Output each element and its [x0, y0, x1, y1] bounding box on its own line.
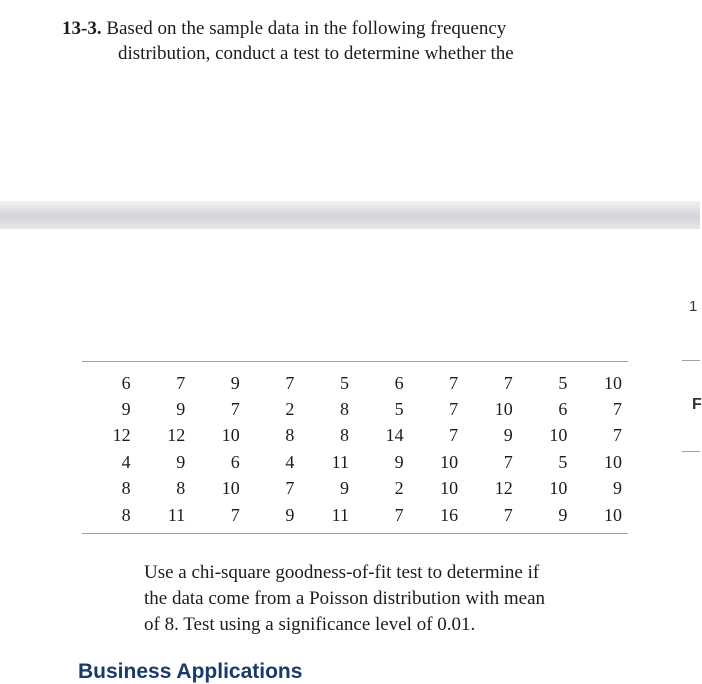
table-cell: 8: [121, 478, 131, 499]
table-cell: 10: [494, 399, 513, 420]
frequency-table: [82, 370, 628, 528]
table-cell: 7: [449, 399, 459, 420]
margin-rule-bottom: [682, 451, 700, 452]
problem-statement: [62, 16, 622, 66]
margin-rule-top: [682, 360, 700, 361]
table-cell: 7: [503, 451, 513, 472]
table-cell: 7: [449, 372, 459, 393]
table-cell: 5: [558, 451, 568, 472]
table-cell: 5: [558, 372, 568, 393]
table-row: [82, 476, 628, 502]
table-cell: 4: [285, 451, 295, 472]
table-cell: 5: [339, 372, 349, 393]
table-cell: 7: [230, 504, 240, 525]
table-cell: 2: [285, 399, 295, 420]
instruction-line2: the data come from a Poisson distribution with mean: [144, 588, 546, 609]
table-cell: 10: [549, 478, 568, 499]
table-bottom-rule: [82, 533, 628, 534]
table-row: [82, 370, 628, 396]
table-cell: 10: [603, 504, 622, 525]
table-cell: 7: [503, 372, 513, 393]
table-cell: 10: [603, 451, 622, 472]
table-cell: 9: [339, 478, 349, 499]
table-cell: 7: [285, 372, 295, 393]
table-cell: 7: [612, 399, 622, 420]
table-cell: 4: [121, 451, 131, 472]
table-cell: 9: [230, 372, 240, 393]
table-cell: 11: [167, 504, 186, 525]
table-cell: 5: [394, 399, 404, 420]
table-cell: 8: [339, 399, 349, 420]
table-cell: 9: [558, 504, 568, 525]
table-cell: 10: [440, 451, 459, 472]
table-cell: 10: [440, 478, 459, 499]
table-cell: 7: [612, 425, 622, 446]
table-cell: 9: [503, 425, 513, 446]
table-cell: 11: [331, 451, 349, 472]
table-cell: 7: [176, 372, 186, 393]
table-cell: 9: [394, 451, 404, 472]
table-cell: 8: [339, 425, 349, 446]
problem-text-line1: Based on the sample data in the following frequency: [106, 18, 507, 39]
table-cell: 12: [112, 425, 131, 446]
table-cell: 10: [221, 478, 240, 499]
table-cell: 8: [121, 504, 131, 525]
table-cell: 7: [449, 425, 459, 446]
instruction-line3: of 8. Test using a significance level of 0.01.: [144, 614, 476, 635]
table-cell: 14: [385, 425, 404, 446]
instruction-line1: Use a chi-square goodness-of-fit test to determine if: [144, 562, 540, 583]
table-cell: 7: [503, 504, 513, 525]
table-cell: 12: [167, 425, 186, 446]
table-cell: 9: [285, 504, 295, 525]
table-cell: 10: [221, 425, 240, 446]
table-row: [82, 449, 628, 475]
table-cell: 11: [331, 504, 349, 525]
table-cell: 10: [603, 372, 622, 393]
section-heading: Business Applications: [78, 660, 303, 683]
margin-letter: F: [692, 396, 702, 413]
table-row: [82, 396, 628, 422]
table-cell: 10: [549, 425, 568, 446]
table-cell: 9: [612, 478, 622, 499]
table-top-rule: [82, 361, 628, 362]
table-cell: 9: [176, 451, 186, 472]
table-cell: 6: [121, 372, 131, 393]
table-cell: 8: [285, 425, 295, 446]
table-cell: 7: [230, 399, 240, 420]
table-cell: 7: [394, 504, 404, 525]
problem-number: 13-3.: [62, 18, 102, 39]
table-cell: 16: [440, 504, 459, 525]
table-row: [82, 423, 628, 449]
table-cell: 6: [558, 399, 568, 420]
instruction-text: [144, 560, 644, 638]
table-cell: 7: [285, 478, 295, 499]
problem-text-line2: distribution, conduct a test to determine whether the: [118, 43, 514, 64]
table-cell: 9: [176, 399, 186, 420]
table-cell: 9: [121, 399, 131, 420]
page-break-band: [0, 201, 700, 229]
table-row: [82, 502, 628, 528]
table-cell: 2: [394, 478, 404, 499]
table-cell: 6: [394, 372, 404, 393]
table-cell: 6: [230, 451, 240, 472]
margin-page-digit: 1: [689, 298, 698, 315]
table-cell: 8: [176, 478, 186, 499]
table-cell: 12: [494, 478, 513, 499]
